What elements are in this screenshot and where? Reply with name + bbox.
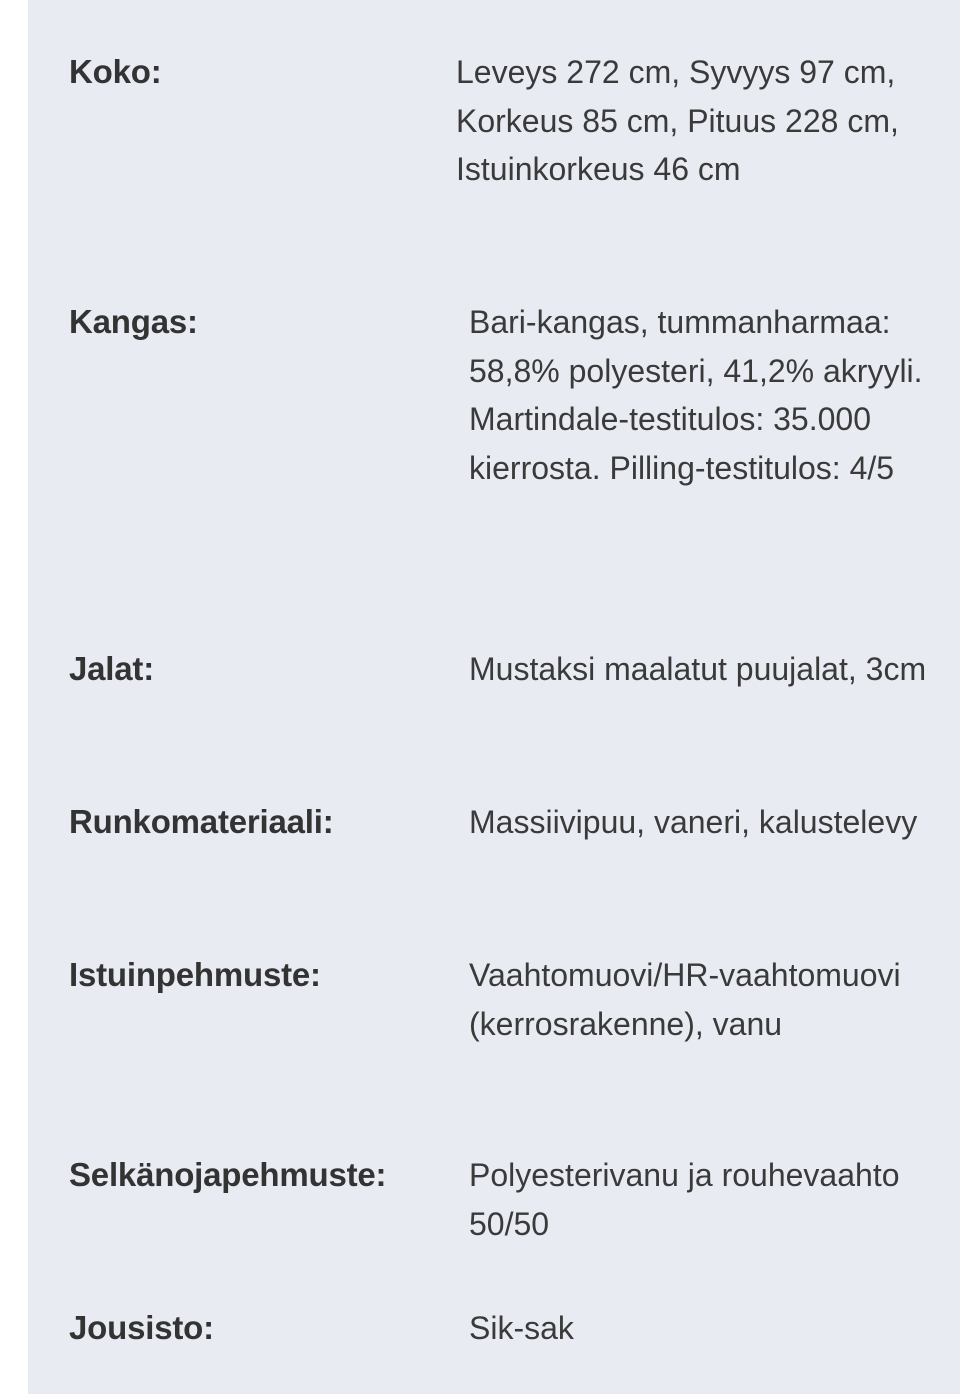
spec-value: Polyesterivanu ja rouhevaahto 50/50 (469, 1157, 900, 1242)
spec-value: Vaahtomuovi/HR-vaahtomuovi (kerrosrakenne), vanu (469, 957, 901, 1042)
spec-value: Massiivipuu, vaneri, kalustelevy (469, 804, 918, 840)
spec-value: Leveys 272 cm, Syvyys 97 cm, Korkeus 85 cm, Pituus 228 cm, Istuinkorkeus 46 cm (456, 54, 899, 187)
spec-label: Selkänojapehmuste: (69, 1156, 387, 1193)
product-specs-panel (28, 0, 960, 1394)
spec-value: Mustaksi maalatut puujalat, 3cm (469, 651, 927, 687)
spec-label: Jousisto: (69, 1309, 214, 1346)
spec-value: Bari-kangas, tummanharmaa: 58,8% polyesteri, 41,2% akryyli. Martindale-testitulos: 35.000 kierrosta. Pilling-testitulos: 4/5 (469, 304, 923, 486)
spec-label: Koko: (69, 53, 162, 90)
spec-label: Kangas: (69, 303, 198, 340)
spec-label: Runkomateriaali: (69, 803, 334, 840)
spec-label: Istuinpehmuste: (69, 956, 321, 993)
spec-label: Jalat: (69, 650, 155, 687)
spec-value: Sik-sak (469, 1310, 574, 1346)
